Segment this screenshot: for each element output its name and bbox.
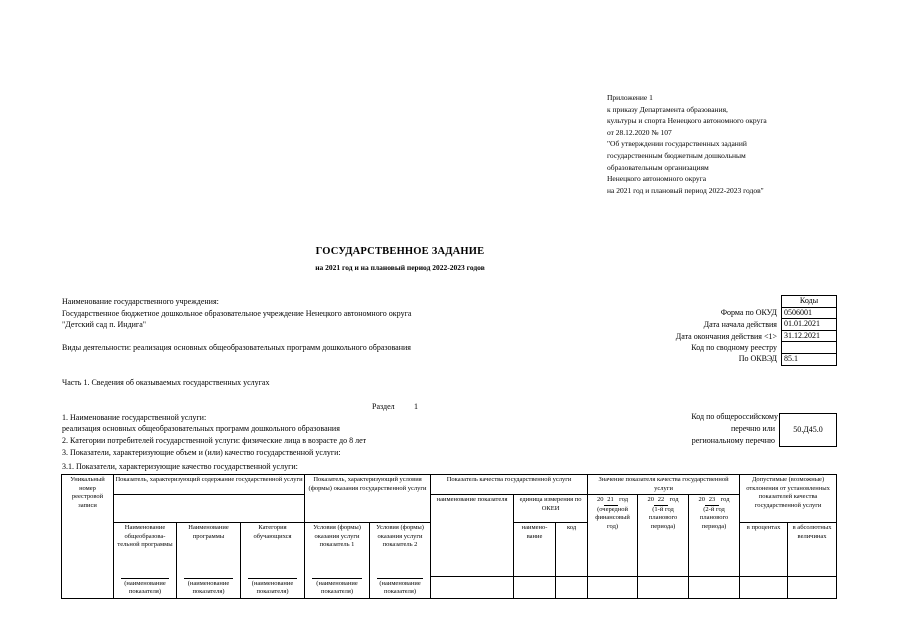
appendix-line: к приказу Департамента образования, bbox=[607, 104, 728, 114]
service-code-label-1: Код по общероссийскому bbox=[691, 412, 778, 421]
col-category: Категория обучающихся bbox=[241, 523, 305, 577]
col-year-2022: 20 22 год (1-й год планового периода) bbox=[638, 495, 689, 577]
appendix-line: "Об утверждении государственных заданий bbox=[607, 139, 747, 149]
col-quality: Показатель качества государственной услуги bbox=[431, 475, 588, 495]
foot-condition-1: (наименование показателя) bbox=[305, 577, 370, 599]
col-condition-1: Условия (формы) оказания услуги показатель 1 bbox=[305, 523, 370, 577]
col-deviation: Допустимые (возможные) отклонения от установленных показателей качества государственной услуги bbox=[740, 475, 837, 523]
institution-name-line2: "Детский сад п. Индига" bbox=[62, 320, 147, 329]
appendix-block bbox=[607, 92, 767, 196]
col-values: Значение показателя качества государственной услуги bbox=[588, 475, 740, 495]
page-title: ГОСУДАРСТВЕННОЕ ЗАДАНИЕ bbox=[315, 246, 485, 257]
col-unit: единица измерения по ОКЕИ bbox=[514, 495, 588, 523]
col-indicator-name: наименование показателя bbox=[431, 495, 514, 577]
service-code-box: 50.Д45.0 bbox=[779, 413, 837, 447]
col-year-2021: 20 21 год (очередной финансовый год) bbox=[588, 495, 638, 577]
foot-condition-2: (наименование показателя) bbox=[370, 577, 431, 599]
page-subtitle: на 2021 год и на плановый период 2022-2023 годов bbox=[315, 263, 485, 272]
code-value-okud: 0506001 bbox=[782, 308, 836, 320]
appendix-line: образовательным организациям bbox=[607, 162, 709, 172]
codes-header: Коды bbox=[782, 296, 836, 308]
activity-type: Виды деятельности: реализация основных общеобразовательных программ дошкольного образования bbox=[62, 343, 411, 352]
code-label-okud: Форма по ОКУД bbox=[720, 308, 777, 317]
col-content: Показатель, характеризующий содержание государственной услуги bbox=[114, 475, 305, 495]
col-percent: в процентах bbox=[740, 523, 788, 577]
code-label-okved: По ОКВЭД bbox=[738, 354, 777, 363]
quality-table bbox=[61, 474, 837, 599]
code-value-registry bbox=[782, 342, 836, 354]
col-condition-2: Условия (формы) оказания услуги показатель 2 bbox=[370, 523, 431, 577]
service-code-label-3: региональному перечню bbox=[691, 436, 775, 445]
service-indicators: 3. Показатели, характеризующие объем и (или) качество государственной услуги: bbox=[62, 448, 341, 457]
col-unique-number: Уникальный номер реестровой записи bbox=[62, 475, 114, 599]
col-unit-code: код bbox=[556, 523, 588, 577]
foot-programs: (наименование показателя) bbox=[177, 577, 241, 599]
institution-label: Наименование государственного учреждения: bbox=[62, 297, 219, 306]
service-name-value: реализация основных общеобразовательных программ дошкольного образования bbox=[62, 424, 340, 433]
service-quality-heading: 3.1. Показатели, характеризующие качество государственной услуги: bbox=[62, 462, 298, 471]
code-label-end-date: Дата окончания действия <1> bbox=[675, 332, 777, 341]
service-name-label: 1. Наименование государственной услуги: bbox=[62, 413, 207, 422]
appendix-line: от 28.12.2020 № 107 bbox=[607, 127, 672, 137]
part-heading: Часть 1. Сведения об оказываемых государственных услугах bbox=[62, 378, 270, 387]
code-value-end-date: 31.12.2021 bbox=[782, 331, 836, 343]
code-value-start-date: 01.01.2021 bbox=[782, 319, 836, 331]
col-conditions: Показатель, характеризующий условия (формы) оказания государственной услуги bbox=[305, 475, 431, 523]
foot-program-name: (наименование показателя) bbox=[114, 577, 177, 599]
codes-box bbox=[781, 295, 837, 366]
section-number: 1 bbox=[414, 402, 418, 411]
foot-category: (наименование показателя) bbox=[241, 577, 305, 599]
section-label: Раздел bbox=[372, 402, 395, 411]
code-label-start-date: Дата начала действия bbox=[703, 320, 777, 329]
appendix-line: на 2021 год и плановый период 2022-2023 годов" bbox=[607, 185, 764, 195]
institution-name-line1: Государственное бюджетное дошкольное образовательное учреждение Ненецкого автономного округа bbox=[62, 309, 412, 318]
service-code-label-2: перечню или bbox=[730, 424, 775, 433]
appendix-line: Приложение 1 bbox=[607, 93, 653, 102]
col-unit-name: наимено-вание bbox=[514, 523, 556, 577]
col-programs: Наименование программы bbox=[177, 523, 241, 577]
appendix-line: Ненецкого автономного округа bbox=[607, 174, 707, 184]
col-absolute: в абсолютных величинах bbox=[788, 523, 837, 577]
service-consumers: 2. Категории потребителей государственной услуги: физические лица в возрасте до 8 лет bbox=[62, 436, 367, 445]
col-program-name: Наименование общеобразова-тельной программы bbox=[114, 523, 177, 577]
appendix-line: государственным бюджетным дошкольным bbox=[607, 150, 746, 160]
col-year-2023: 20 23 год (2-й год планового периода) bbox=[689, 495, 740, 577]
code-value-okved: 85.1 bbox=[784, 353, 798, 363]
appendix-line: культуры и спорта Ненецкого автономного округа bbox=[607, 116, 767, 126]
code-label-registry: Код по сводному реестру bbox=[691, 343, 777, 352]
